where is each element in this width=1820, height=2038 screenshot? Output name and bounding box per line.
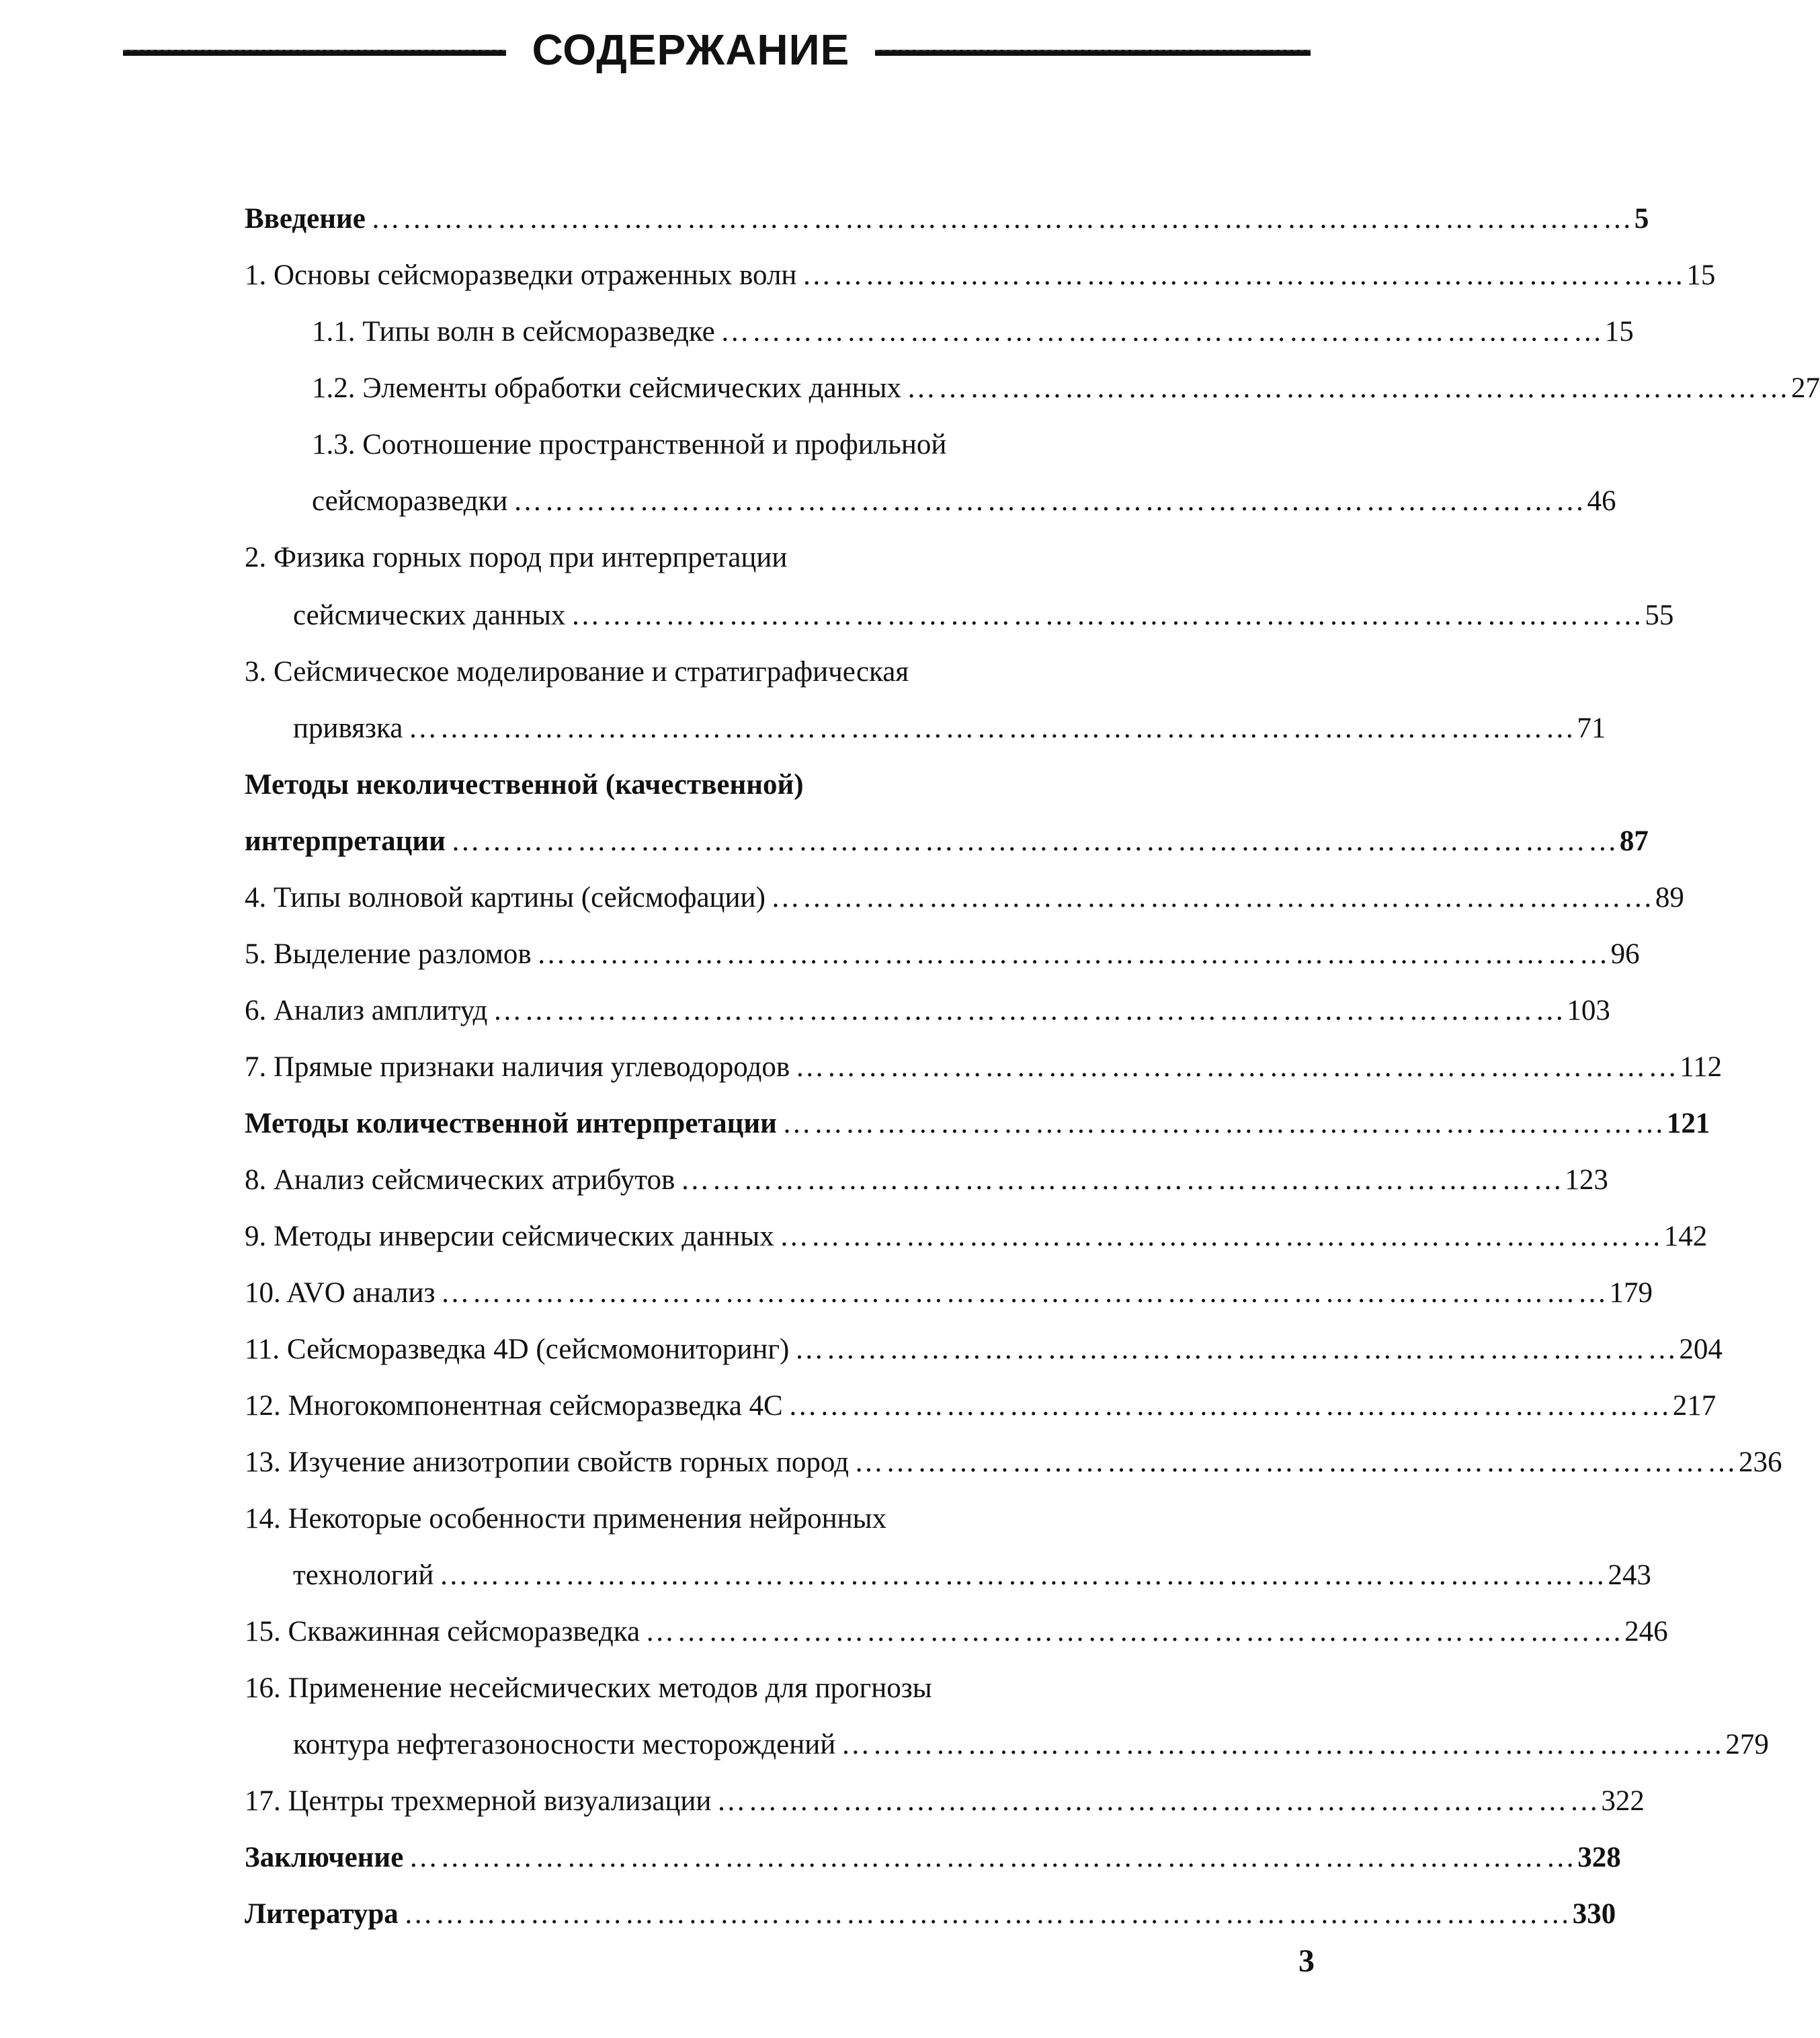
toc-entry-14-line1[interactable]: 14. Некоторые особенности применения нейронных (245, 1503, 887, 1535)
toc-entry-9[interactable]: 9. Методы инверсии сейсмических данных ………………………………………………………………………… 142 (245, 1221, 1708, 1252)
toc-entry-2-line1[interactable]: 2. Физика горных пород при интерпретации (245, 542, 788, 573)
toc-entry-1-1[interactable]: 1.1. Типы волн в сейсморазведке ………………………………………………………………………… 15 (312, 316, 1634, 348)
toc-entry-1-3-line2[interactable]: сейсморазведки ………………………………………………………………………………………… 46 (312, 485, 1616, 517)
toc-entry-6[interactable]: 6. Анализ амплитуд ………………………………………………………………………………………… 103 (245, 995, 1610, 1026)
toc-entry-15[interactable]: 15. Скважинная сейсморазведка ………………………………………………………………………………… 246 (245, 1616, 1668, 1647)
toc-entry-12[interactable]: 12. Многокомпонентная сейсморазведка 4C ………………………………………………………………………… 217 (245, 1390, 1716, 1422)
toc-entry-16-line1[interactable]: 16. Применение несейсмических методов для прогнозы (245, 1672, 932, 1704)
toc-part-qualitative-line2[interactable]: интерпретации ………………………………………………………………………………………………… 87 (245, 825, 1649, 857)
toc-entry-1[interactable]: 1. Основы сейсморазведки отраженных волн ………………………………………………………………………… 15 (245, 259, 1716, 291)
toc-entry-5[interactable]: 5. Выделение разломов ………………………………………………………………………………………… 96 (245, 938, 1640, 970)
toc-part-quantitative[interactable]: Методы количественной интерпретации ………………………………………………………………………… 121 (245, 1108, 1710, 1139)
toc-entry-10[interactable]: 10. AVO анализ ………………………………………………………………………………………………… 179 (245, 1277, 1653, 1309)
toc-entry-3-line1[interactable]: 3. Сейсмическое моделирование и стратиграфическая (245, 656, 909, 688)
toc-entry-8[interactable]: 8. Анализ сейсмических атрибутов ………………………………………………………………………… 123 (245, 1164, 1608, 1196)
page-title: СОДЕРЖАНИЕ (0, 23, 1382, 77)
toc-entry-14-line2[interactable]: технологий ………………………………………………………………………………………………… 243 (293, 1559, 1651, 1591)
toc-entry-13[interactable]: 13. Изучение анизотропии свойств горных пород ………………………………………………………………………… 236 (245, 1446, 1782, 1478)
toc-entry-11[interactable]: 11. Сейсморазведка 4D (сейсмомониторинг) ………………………………………………………………………… 204 (245, 1334, 1723, 1365)
toc-entry-literature[interactable]: Литература ………………………………………………………………………………………………… 330 (245, 1898, 1616, 1930)
toc-entry-conclusion[interactable]: Заключение ………………………………………………………………………………………………… 328 (245, 1842, 1621, 1873)
toc-entry-1-3-line1[interactable]: 1.3. Соотношение пространственной и профильной (312, 429, 947, 460)
page-number: 3 (1298, 1943, 1315, 1979)
toc-entry-4[interactable]: 4. Типы волновой картины (сейсмофации) ………………………………………………………………………… 89 (245, 882, 1684, 913)
toc-entry-17[interactable]: 17. Центры трехмерной визуализации ………………………………………………………………………… 322 (245, 1785, 1645, 1817)
toc-entry-1-2[interactable]: 1.2. Элементы обработки сейсмических данных ………………………………………………………………………… 27 (312, 372, 1820, 404)
toc-entry-3-line2[interactable]: привязка ………………………………………………………………………………………………… 71 (293, 712, 1606, 744)
toc-entry-16-line2[interactable]: контура нефтегазоносности месторождений ………………………………………………………………………… 279 (293, 1729, 1769, 1760)
toc-entry-intro[interactable]: Введение ………………………………………………………………………………………………………… 5 (245, 203, 1649, 235)
toc-part-qualitative-line1[interactable]: Методы неколичественной (качественной) (245, 769, 804, 801)
toc-entry-7[interactable]: 7. Прямые признаки наличия углеводородов ………………………………………………………………………… 112 (245, 1051, 1723, 1083)
toc-entry-2-line2[interactable]: сейсмических данных ………………………………………………………………………………………… 55 (293, 600, 1674, 631)
